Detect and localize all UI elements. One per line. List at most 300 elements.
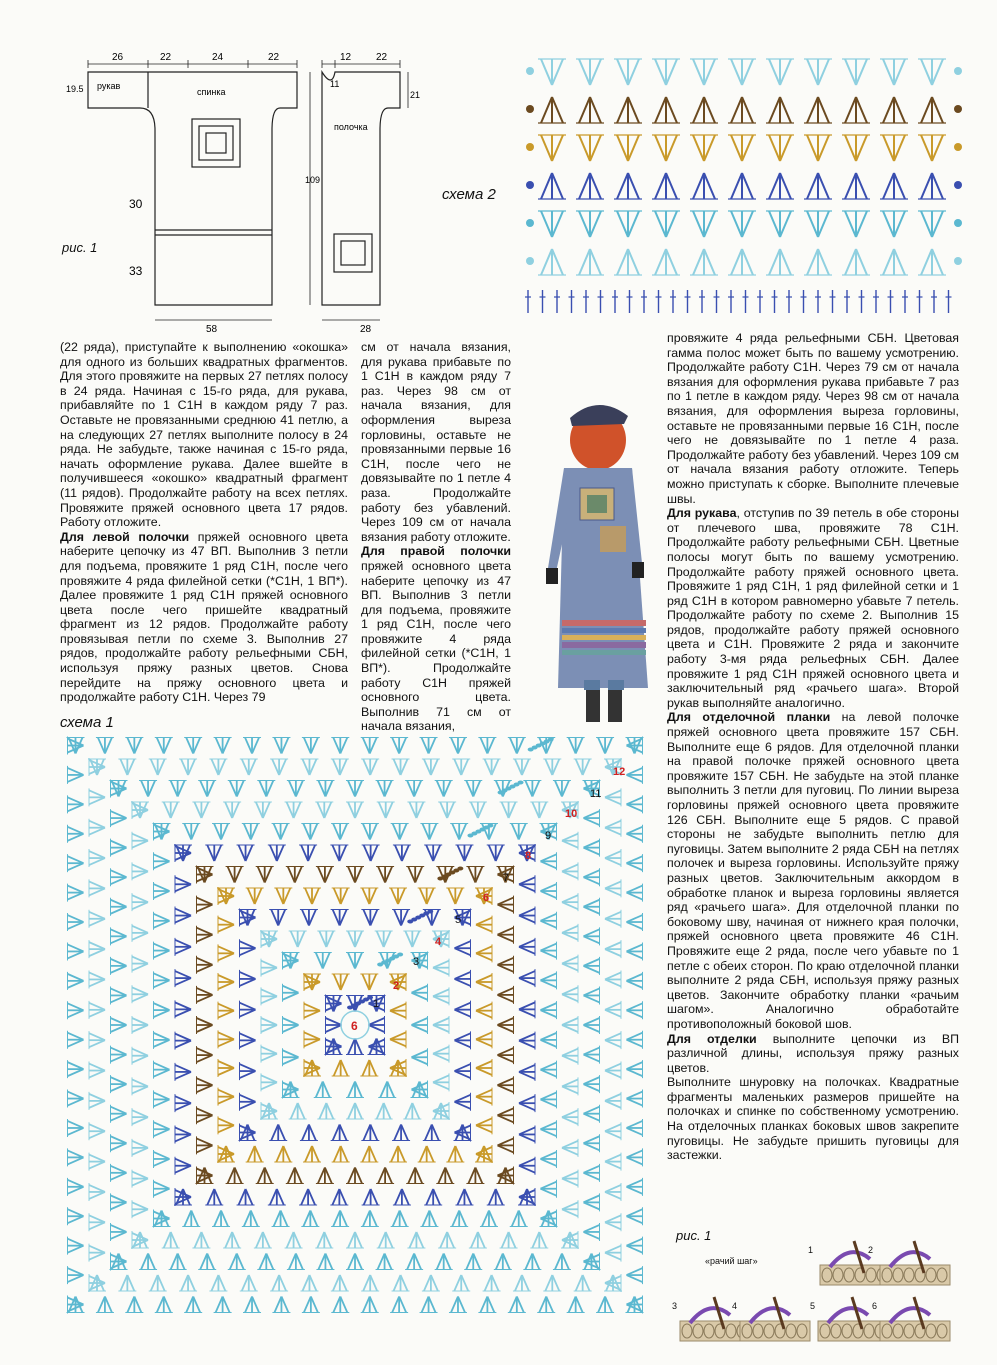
fan-stitch	[605, 1122, 621, 1140]
fan-stitch	[270, 1275, 288, 1291]
crab-step-number: 6	[872, 1301, 878, 1311]
fan-stitch	[406, 867, 424, 883]
fan-stitch	[596, 738, 614, 754]
fan-stitch	[498, 1016, 514, 1034]
fan-stitch	[423, 1125, 441, 1141]
fan-stitch	[420, 1297, 438, 1313]
fan-stitch	[918, 97, 946, 123]
fan-stitch	[541, 1090, 557, 1108]
fan-stitch	[422, 1275, 440, 1291]
fan-stitch	[392, 910, 410, 926]
fan-stitch	[274, 1146, 292, 1162]
row-number: 6	[483, 892, 490, 904]
fan-stitch	[240, 1093, 256, 1111]
fan-stitch	[574, 1275, 592, 1291]
fan-stitch	[627, 1178, 643, 1196]
fan-stitch	[209, 1275, 227, 1291]
fan-stitch	[261, 959, 277, 977]
fan-stitch	[89, 1062, 105, 1080]
fan-stitch	[584, 1105, 600, 1123]
fan-stitch	[111, 1164, 127, 1182]
fan-stitch	[605, 1001, 621, 1019]
fan-stitch	[89, 1153, 105, 1171]
dim-21: 21	[410, 90, 421, 100]
fan-stitch	[420, 1211, 438, 1227]
fan-stitch	[498, 926, 514, 944]
fan-stitch	[362, 1189, 380, 1205]
fan-stitch	[346, 1103, 364, 1119]
fan-stitch	[627, 1031, 643, 1049]
fan-stitch	[155, 1297, 173, 1313]
fan-stitch	[139, 1254, 157, 1270]
fan-stitch	[804, 59, 832, 85]
fan-stitch	[562, 1108, 578, 1126]
fan-stitch	[111, 1223, 127, 1241]
fan-stitch	[68, 884, 84, 902]
dim-30: 30	[129, 197, 143, 211]
fan-stitch	[562, 924, 578, 942]
fan-stitch	[184, 738, 202, 754]
fan-stitch	[132, 1047, 148, 1065]
col2-paragraph-1: см от начала вязания, для рукава прибавьте по 1 С1Н в каждом ряду 7 раз. Через 98 см от начала вязания, для оформления выреза горловины, оставьте не провязанными первые 16 С1Н, после чего не довязывайте по 1 петле 4 раза. Продолжайте работу без убавлений. Через 109 см от начала вязания работу отложите.	[361, 340, 511, 544]
fan-stitch	[452, 759, 470, 775]
fan-stitch	[68, 1148, 84, 1166]
fan-stitch	[494, 1254, 512, 1270]
fan-stitch	[162, 1232, 180, 1248]
chain-dot	[526, 219, 534, 227]
fan-stitch	[584, 1223, 600, 1241]
fan-stitch	[476, 973, 492, 991]
fan-stitch	[346, 1232, 364, 1248]
fan-stitch	[228, 1254, 246, 1270]
fan-stitch	[652, 135, 680, 161]
fan-stitch	[68, 1001, 84, 1019]
fan-stitch	[627, 825, 643, 843]
fan-stitch	[562, 832, 578, 850]
fan-stitch	[627, 1001, 643, 1019]
fan-stitch	[240, 1001, 256, 1019]
fan-stitch	[240, 1031, 256, 1049]
fan-stitch	[175, 1094, 191, 1112]
fan-stitch	[438, 1232, 456, 1248]
fan-stitch	[301, 1211, 319, 1227]
fan-stitch	[842, 59, 870, 85]
fan-stitch	[450, 824, 468, 840]
fan-stitch	[476, 1116, 492, 1134]
fan-stitch	[175, 1063, 191, 1081]
chain-dot	[407, 920, 413, 924]
fan-stitch	[498, 1106, 514, 1124]
fan-stitch	[169, 1254, 187, 1270]
chain-dot	[526, 257, 534, 265]
fan-stitch	[418, 888, 436, 904]
fan-stitch	[433, 987, 449, 1005]
fan-stitch	[455, 1093, 471, 1111]
fan-stitch	[111, 1134, 127, 1152]
fan-stitch	[154, 1061, 170, 1079]
fan-stitch	[728, 249, 756, 275]
fan-stitch	[289, 1103, 307, 1119]
left-front-heading: Для левой полочки	[60, 529, 190, 544]
fan-stitch	[690, 135, 718, 161]
fan-stitch	[605, 849, 621, 867]
fan-stitch	[455, 970, 471, 988]
text-column-2	[361, 340, 511, 734]
fan-stitch	[346, 931, 364, 947]
fan-stitch	[198, 1254, 216, 1270]
fan-stitch	[584, 898, 600, 916]
fan-stitch	[175, 1157, 191, 1175]
fan-stitch	[627, 1060, 643, 1078]
fan-stitch	[498, 1076, 514, 1094]
fan-stitch	[182, 1211, 200, 1227]
fan-stitch	[690, 59, 718, 85]
fan-stitch	[405, 781, 423, 797]
fan-stitch	[218, 1088, 234, 1106]
crab-stitch-label: «рачий шаг»	[705, 1256, 758, 1266]
fan-stitch	[728, 97, 756, 123]
fan-stitch	[272, 738, 290, 754]
fan-stitch	[393, 1189, 411, 1205]
fan-stitch	[376, 1168, 394, 1184]
fan-stitch	[197, 1016, 213, 1034]
col1-paragraph-2: пряжей основного цвета наберите цепочку из 47 ВП. Выполнив 3 петли для подъема, провяжите 1 ряд С1Н, после чего провяжите 4 ряда филейной сетки (*С1Н, 1 ВП*). Далее провяжите 1 ряд С1Н пряжей основного цвета после чего пришейте квадратный фрагмент из 12 рядов. Продолжайте работу провязывая петли по схеме 3. Выполнив 27 рядов, продолжайте работу рельефными СБН, используя пряжу разных цветов. Снова перейдите на пряжу основного цвета и продолжайте работу С1Н. Через 79	[60, 529, 348, 705]
fan-stitch	[574, 759, 592, 775]
fan-stitch	[435, 1254, 453, 1270]
fan-stitch	[154, 1001, 170, 1019]
dim-12: 12	[340, 52, 352, 63]
fan-stitch	[614, 249, 642, 275]
fan-stitch	[412, 984, 428, 1002]
fan-stitch	[300, 910, 318, 926]
fan-stitch	[89, 849, 105, 867]
fan-stitch	[132, 1077, 148, 1095]
dim-26: 26	[112, 52, 124, 63]
fan-stitch	[89, 1092, 105, 1110]
fan-stitch	[464, 1254, 482, 1270]
fan-stitch	[576, 97, 604, 123]
fan-stitch	[132, 1108, 148, 1126]
fan-stitch	[118, 759, 136, 775]
center-number: 6	[351, 1019, 358, 1033]
fan-stitch	[541, 852, 557, 870]
fan-stitch	[652, 249, 680, 275]
fan-stitch	[918, 249, 946, 275]
fan-stitch	[455, 1189, 473, 1205]
crab-step-number: 3	[672, 1301, 678, 1311]
fan-stitch	[450, 1211, 468, 1227]
fan-stitch	[476, 1002, 492, 1020]
fan-stitch	[562, 862, 578, 880]
fan-stitch	[576, 211, 604, 237]
fan-stitch	[179, 759, 197, 775]
fan-stitch	[302, 1297, 320, 1313]
fan-stitch	[89, 910, 105, 928]
chain-dot	[498, 791, 504, 795]
fan-stitch	[652, 59, 680, 85]
fan-stitch	[627, 795, 643, 813]
fan-stitch	[261, 1016, 277, 1034]
fan-stitch	[360, 974, 378, 990]
fan-stitch	[331, 738, 349, 754]
fan-stitch	[132, 893, 148, 911]
fan-stitch	[154, 1180, 170, 1198]
fan-stitch	[519, 1063, 535, 1081]
fan-stitch	[455, 1001, 471, 1019]
fan-stitch	[68, 1031, 84, 1049]
chain-dot	[954, 257, 962, 265]
fan-stitch	[303, 888, 321, 904]
placket-heading: Для отделочной планки	[667, 710, 831, 725]
fan-stitch	[246, 1146, 264, 1162]
row-number: 10	[565, 808, 578, 820]
fan-stitch	[424, 845, 442, 861]
fan-stitch	[605, 819, 621, 837]
fan-stitch	[498, 956, 514, 974]
row-number: 9	[545, 830, 552, 842]
fan-stitch	[242, 824, 260, 840]
fan-stitch	[584, 1134, 600, 1152]
fan-stitch	[68, 1237, 84, 1255]
fan-stitch	[154, 1090, 170, 1108]
col3-paragraph-1: провяжите 4 ряда рельефными СБН. Цветовая гамма полос может быть по вашему усмотрению. Продолжайте работу С1Н. Через 79 см от начала вязания для оформления рукава прибавьте 7 раз по 1 петле в каждом ряду. Через 98 см от начала вязания, для оформления выреза горловины, оставьте не провязанными первые 16 С1Н, после чего не довязывайте по 1 петле 4 раза. Продолжайте работу без убавлений. Через 109 см от начала вязания работу отложите. Теперь можно приступать к сборке. Выполните плечевые швы.	[667, 331, 959, 506]
fan-stitch	[449, 1297, 467, 1313]
fan-stitch	[315, 1232, 333, 1248]
fan-stitch	[498, 1136, 514, 1154]
dim-109: 109	[305, 175, 321, 185]
fan-stitch	[149, 759, 167, 775]
fan-stitch	[169, 781, 187, 797]
col3-paragraph-4: выполните цепочки из ВП различной длины, используя пряжу разных цветов.	[667, 1031, 959, 1075]
fan-stitch	[562, 955, 578, 973]
fan-stitch	[223, 802, 241, 818]
fan-stitch	[68, 1266, 84, 1284]
fan-stitch	[332, 888, 350, 904]
fan-stitch	[272, 1211, 290, 1227]
fan-stitch	[68, 1060, 84, 1078]
fan-stitch	[257, 781, 275, 797]
fan-stitch	[627, 972, 643, 990]
fan-stitch	[407, 1232, 425, 1248]
fan-stitch	[510, 824, 528, 840]
fan-stitch	[132, 1139, 148, 1157]
fan-stitch	[433, 1073, 449, 1091]
fan-stitch	[584, 1016, 600, 1034]
dim-22b: 22	[268, 52, 280, 63]
scheme1-diagram	[35, 735, 655, 1345]
fan-stitch	[584, 986, 600, 1004]
fan-stitch	[918, 173, 946, 199]
fan-stitch	[880, 97, 908, 123]
fan-stitch	[405, 1254, 423, 1270]
dim-22c: 22	[376, 52, 388, 63]
fan-stitch	[361, 1211, 379, 1227]
chain-dot	[954, 67, 962, 75]
fan-stitch	[316, 781, 334, 797]
fan-stitch	[541, 971, 557, 989]
fan-stitch	[205, 1189, 223, 1205]
fan-stitch	[584, 868, 600, 886]
fan-stitch	[378, 1082, 396, 1098]
fan-stitch	[111, 1105, 127, 1123]
fan-stitch	[274, 888, 292, 904]
fan-stitch	[424, 1189, 442, 1205]
fan-stitch	[728, 135, 756, 161]
fan-stitch	[89, 1001, 105, 1019]
fan-stitch	[243, 1297, 261, 1313]
dim-22a: 22	[160, 52, 172, 63]
fan-stitch	[392, 1125, 410, 1141]
dim-19-5: 19.5	[66, 84, 84, 94]
fan-stitch	[68, 942, 84, 960]
fan-stitch	[605, 970, 621, 988]
scheme2-diagram	[520, 45, 970, 325]
fan-stitch	[89, 970, 105, 988]
fan-stitch	[272, 1297, 290, 1313]
fan-stitch	[389, 888, 407, 904]
right-front-heading: Для правой полочки	[361, 544, 511, 559]
fan-stitch	[403, 1103, 421, 1119]
fan-stitch	[519, 1094, 535, 1112]
crab-step-number: 2	[868, 1245, 874, 1255]
fan-stitch	[519, 1157, 535, 1175]
fan-stitch	[192, 1232, 210, 1248]
fan-stitch	[728, 173, 756, 199]
fan-stitch	[690, 97, 718, 123]
fan-stitch	[361, 1125, 379, 1141]
fan-stitch	[476, 1030, 492, 1048]
fan-stitch	[553, 781, 571, 797]
fan-stitch	[690, 249, 718, 275]
fan-stitch	[627, 1266, 643, 1284]
fan-stitch	[377, 802, 395, 818]
fan-stitch	[89, 1122, 105, 1140]
fan-stitch	[314, 953, 332, 969]
fan-stitch	[346, 1168, 364, 1184]
scheme2-caption: схема 2	[442, 186, 496, 203]
fan-stitch	[455, 939, 471, 957]
fan-stitch	[584, 809, 600, 827]
fan-stitch	[197, 926, 213, 944]
fan-stitch	[301, 824, 319, 840]
fan-stitch	[605, 1062, 621, 1080]
fan-stitch	[605, 1092, 621, 1110]
fan-stitch	[68, 825, 84, 843]
fan-stitch	[96, 1297, 114, 1313]
fan-stitch	[766, 173, 794, 199]
fan-stitch	[519, 969, 535, 987]
fan-stitch	[389, 1146, 407, 1162]
fan-stitch	[154, 882, 170, 900]
fan-stitch	[218, 1116, 234, 1134]
fan-stitch	[240, 1275, 258, 1291]
fan-stitch	[804, 97, 832, 123]
fan-stitch	[390, 1030, 406, 1048]
fan-stitch	[541, 882, 557, 900]
fan-stitch	[407, 802, 425, 818]
fan-stitch	[89, 879, 105, 897]
fan-stitch	[562, 1016, 578, 1034]
fan-stitch	[332, 1060, 350, 1076]
fan-stitch	[68, 1090, 84, 1108]
fan-stitch	[132, 862, 148, 880]
crab-step	[868, 1241, 950, 1285]
fan-stitch	[226, 867, 244, 883]
fan-stitch	[376, 781, 394, 797]
fan-stitch	[541, 1180, 557, 1198]
fan-stitch	[154, 852, 170, 870]
fan-stitch	[332, 974, 350, 990]
fan-stitch	[377, 1232, 395, 1248]
fan-stitch	[89, 1031, 105, 1049]
col3-paragraph-5: Выполните шнуровку на полочках. Квадратные фрагменты маленьких размеров пришейте на полочках и спинке по собственному усмотрению. На отделочных планках боковых швов закрепите пуговицы. Не забудьте пришить пуговицы для застежки.	[667, 1075, 959, 1163]
fan-stitch	[766, 249, 794, 275]
fan-stitch	[254, 802, 272, 818]
col2-paragraph-2: пряжей основного цвета наберите цепочку из 47 ВП. Выполнив 3 петли для подъема, провяжите 1 ряд С1Н, после чего провяжите 4 ряда филейной сетки (*С1Н, 1 ВП*). Продолжайте работу С1Н пряжей основного цвета. Выполнив 71 см от начала вязания,	[361, 558, 511, 734]
crab-step	[872, 1297, 950, 1341]
fan-stitch	[361, 759, 379, 775]
crab-stitch-caption: рис. 1	[676, 1228, 712, 1243]
fan-stitch	[918, 211, 946, 237]
fan-stitch	[257, 1254, 275, 1270]
chain-dot	[526, 143, 534, 151]
fan-stitch	[68, 795, 84, 813]
fan-stitch	[541, 1061, 557, 1079]
fan-stitch	[543, 1275, 561, 1291]
chain-dot	[347, 1006, 353, 1010]
fan-stitch	[154, 942, 170, 960]
fan-stitch	[538, 97, 566, 123]
fan-stitch	[804, 211, 832, 237]
fan-stitch	[842, 249, 870, 275]
fan-stitch	[197, 1106, 213, 1124]
fan-stitch	[331, 1275, 349, 1291]
fan-stitch	[179, 1275, 197, 1291]
fan-stitch	[237, 845, 255, 861]
chain-dot	[528, 748, 534, 752]
model-photo	[520, 388, 665, 736]
fan-stitch	[766, 59, 794, 85]
fan-stitch	[175, 938, 191, 956]
fan-stitch	[390, 738, 408, 754]
chain-dot	[954, 143, 962, 151]
row-number: 2	[393, 980, 400, 992]
fan-stitch	[523, 781, 541, 797]
fan-stitch	[218, 1059, 234, 1077]
fan-stitch	[584, 1075, 600, 1093]
fan-stitch	[68, 972, 84, 990]
fan-stitch	[331, 1211, 349, 1227]
fan-stitch	[519, 907, 535, 925]
fan-stitch	[132, 832, 148, 850]
fan-stitch	[68, 1119, 84, 1137]
fan-stitch	[487, 845, 505, 861]
fan-stitch	[614, 97, 642, 123]
fan-stitch	[269, 910, 287, 926]
fan-stitch	[316, 1254, 334, 1270]
fan-stitch	[132, 1200, 148, 1218]
fan-stitch	[627, 1119, 643, 1137]
row-number: 7	[503, 872, 510, 884]
fan-stitch	[584, 957, 600, 975]
fan-stitch	[376, 867, 394, 883]
fan-stitch	[270, 759, 288, 775]
fan-stitch	[132, 985, 148, 1003]
fan-stitch	[261, 1073, 277, 1091]
fan-stitch	[500, 802, 518, 818]
fan-stitch	[605, 788, 621, 806]
chain-dot	[526, 181, 534, 189]
